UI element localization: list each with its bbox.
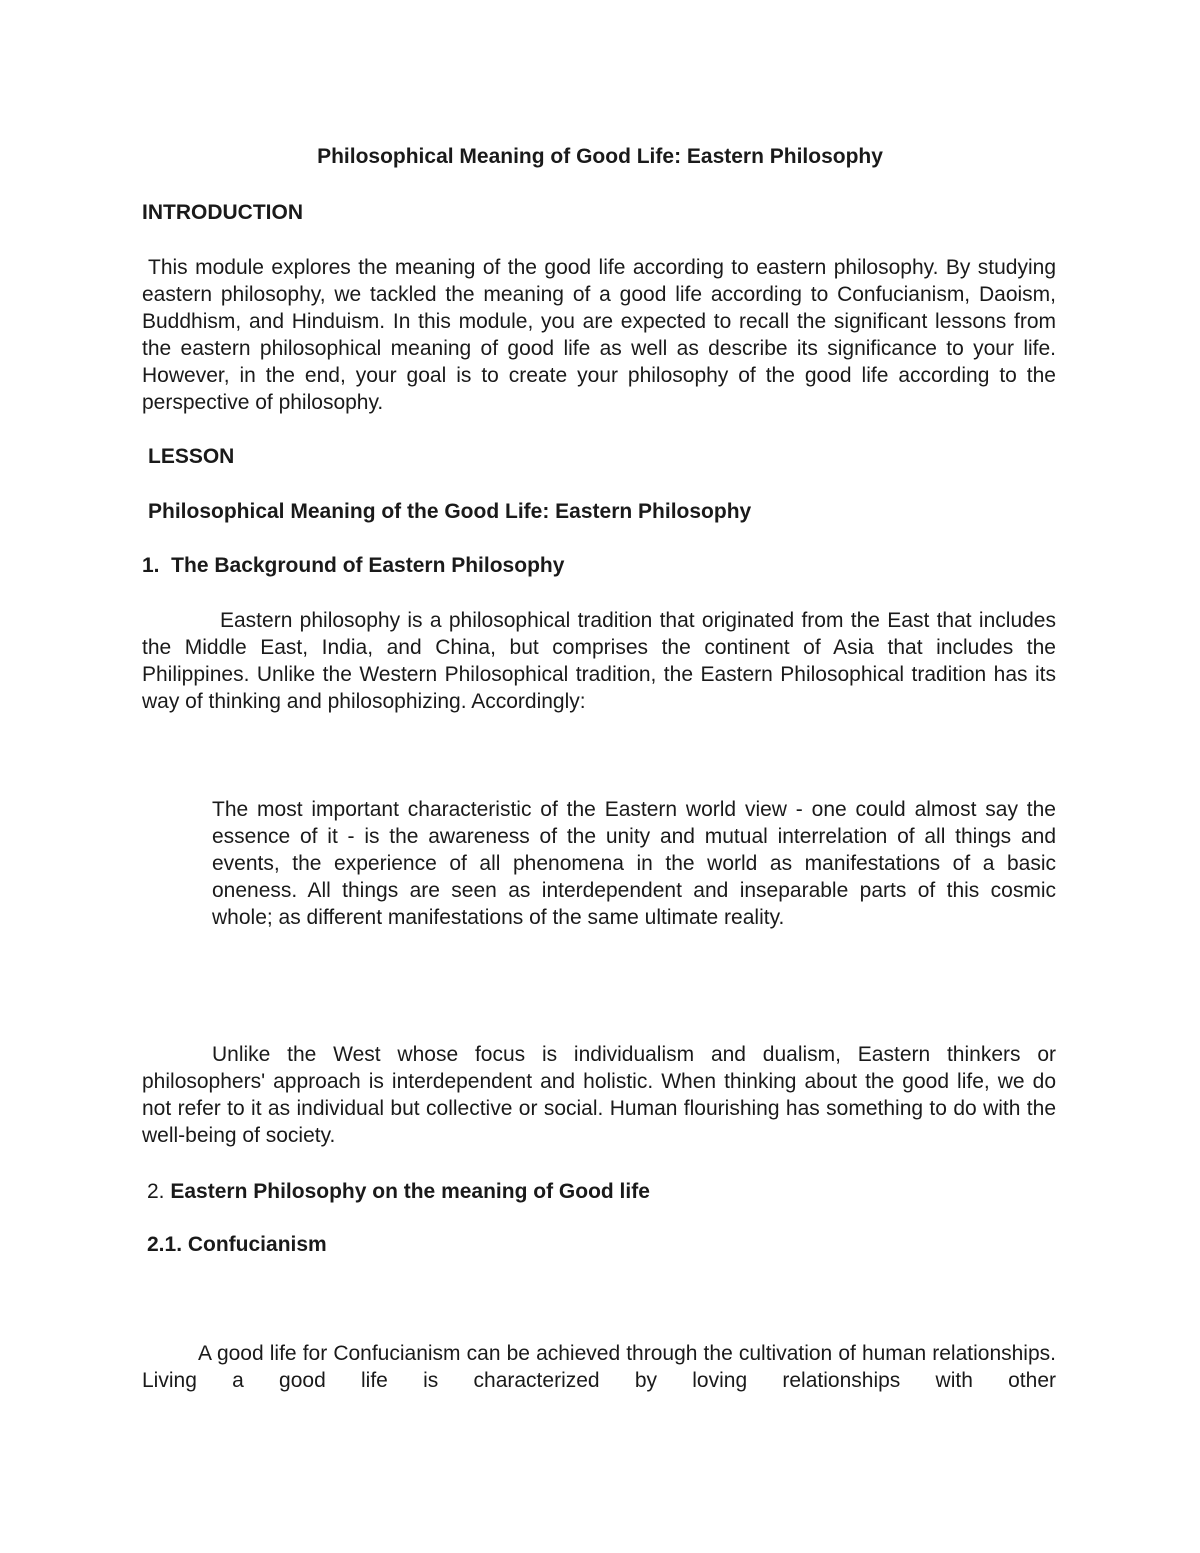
section-2-heading-text: Eastern Philosophy on the meaning of Good life bbox=[170, 1180, 650, 1203]
section-2-number: 2. bbox=[147, 1180, 165, 1203]
section-1-paragraph-2: Unlike the West whose focus is individualism and dualism, Eastern thinkers or philosophers' approach is interdependent and holistic. When thinking about the good life, we do not refer to it as individual but collective or social. Human flourishing has something to do with the well-being of society. bbox=[142, 1043, 1056, 1147]
section-2-1-paragraph: A good life for Confucianism can be achieved through the cultivation of human relationships. Living a good life is characterized by loving relationships with other bbox=[142, 1342, 1056, 1392]
introduction-paragraph: This module explores the meaning of the good life according to eastern philosophy. By studying eastern philosophy, we tackled the meaning of a good life according to Confucianism, Daoism, Buddhism, and Hinduism. In this module, you are expected to recall the significant lessons from the eastern philosophical meaning of good life as well as describe its significance to your life. However, in the end, your goal is to create your philosophy of the good life according to the perspective of philosophy. bbox=[142, 256, 1056, 414]
section-1-heading: 1. The Background of Eastern Philosophy bbox=[142, 554, 565, 577]
section-2-heading bbox=[147, 1178, 650, 1205]
lesson-heading: LESSON bbox=[148, 445, 235, 468]
section-1-paragraph: Eastern philosophy is a philosophical tradition that originated from the East that includes the Middle East, India, and China, but comprises the continent of Asia that includes the Philippines. Unlike the Western Philosophical tradition, the Eastern Philosophical tradition has its way of thinking and philosophizing. Accordingly: bbox=[142, 609, 1056, 713]
block-quote: The most important characteristic of the Eastern world view - one could almost say the essence of it - is the awareness of the unity and mutual interrelation of all things and events, the experience of all phenomena in the world as manifestations of a basic oneness. All things are seen as interdependent and inseparable parts of this cosmic whole; as different manifestations of the same ultimate reality. bbox=[212, 798, 1056, 929]
document-title: Philosophical Meaning of Good Life: Eastern Philosophy bbox=[317, 145, 883, 168]
section-2-1-heading: 2.1. Confucianism bbox=[147, 1233, 327, 1256]
lesson-title: Philosophical Meaning of the Good Life: Eastern Philosophy bbox=[148, 500, 752, 523]
introduction-heading: INTRODUCTION bbox=[142, 201, 303, 224]
